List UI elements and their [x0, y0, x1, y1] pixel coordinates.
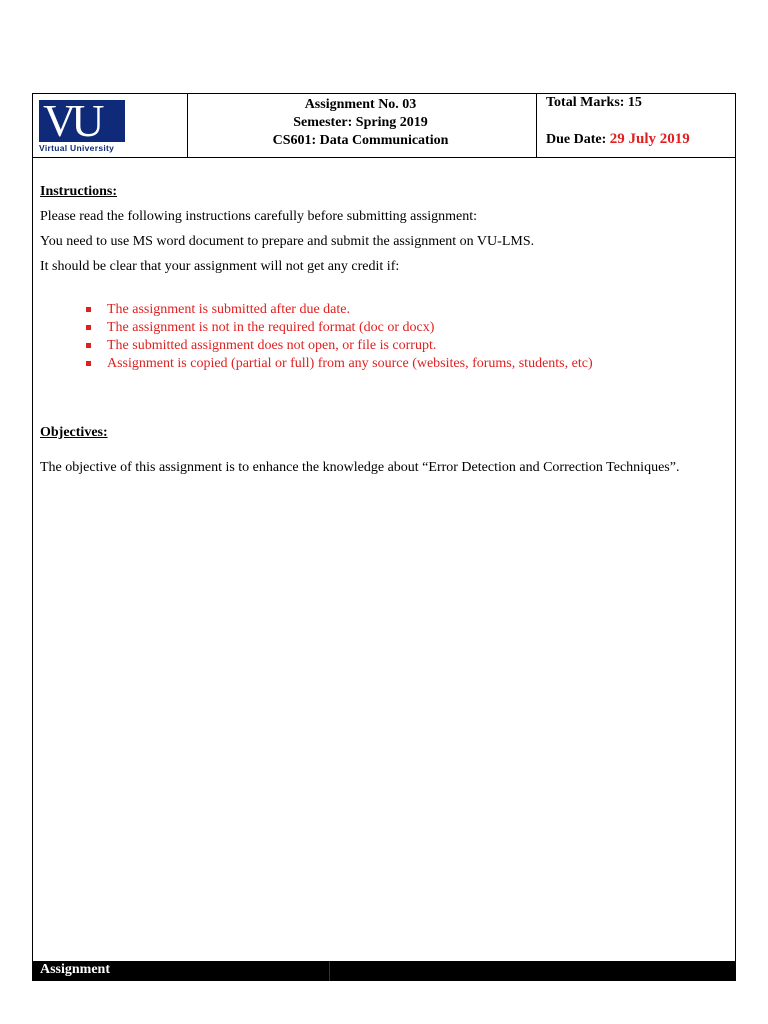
- section-bar: [33, 961, 735, 981]
- assignment-page-frame: [32, 93, 736, 981]
- header-divider: [33, 157, 735, 158]
- penalty-item: Assignment is copied (partial or full) from any source (websites, forums, students, etc): [40, 355, 730, 373]
- instruction-line: Please read the following instructions carefully before submitting assignment:: [40, 209, 478, 224]
- section-bar-divider: [329, 961, 330, 981]
- course-title: CS601: Data Communication: [272, 133, 449, 148]
- objectives-heading: Objectives:: [40, 425, 108, 440]
- university-logo: [39, 95, 125, 154]
- assignment-number: Assignment No. 03: [304, 97, 417, 112]
- header-column-divider-right: [536, 94, 537, 158]
- bullet-icon: [86, 361, 91, 366]
- bullet-icon: [86, 325, 91, 330]
- due-date-label: Due Date:: [546, 132, 607, 147]
- due-date-value: 29 July 2019: [609, 131, 690, 147]
- marks-due-block: [546, 94, 690, 149]
- bullet-icon: [86, 343, 91, 348]
- bullet-icon: [86, 307, 91, 312]
- penalty-list: [40, 301, 730, 373]
- section-label: Assignment: [40, 962, 111, 977]
- assignment-title-block: [188, 94, 533, 150]
- total-marks: Total Marks: 15: [546, 95, 642, 110]
- logo-letters: VU: [43, 95, 100, 146]
- instruction-line: You need to use MS word document to prepare and submit the assignment on VU-LMS.: [40, 234, 535, 249]
- semester: Semester: Spring 2019: [293, 115, 428, 130]
- objectives-text: The objective of this assignment is to enhance the knowledge about “Error Detection and Correction Techniques”.: [40, 460, 680, 475]
- due-date: [546, 130, 690, 149]
- penalty-item: The assignment is not in the required format (doc or docx): [40, 319, 730, 337]
- logo-caption: Virtual University: [39, 143, 115, 153]
- document-body: [40, 184, 730, 476]
- penalty-item: The assignment is submitted after due date.: [40, 301, 730, 319]
- instructions-heading: Instructions:: [40, 184, 118, 199]
- instruction-line: It should be clear that your assignment will not get any credit if:: [40, 259, 400, 274]
- penalty-item: The submitted assignment does not open, or file is corrupt.: [40, 337, 730, 355]
